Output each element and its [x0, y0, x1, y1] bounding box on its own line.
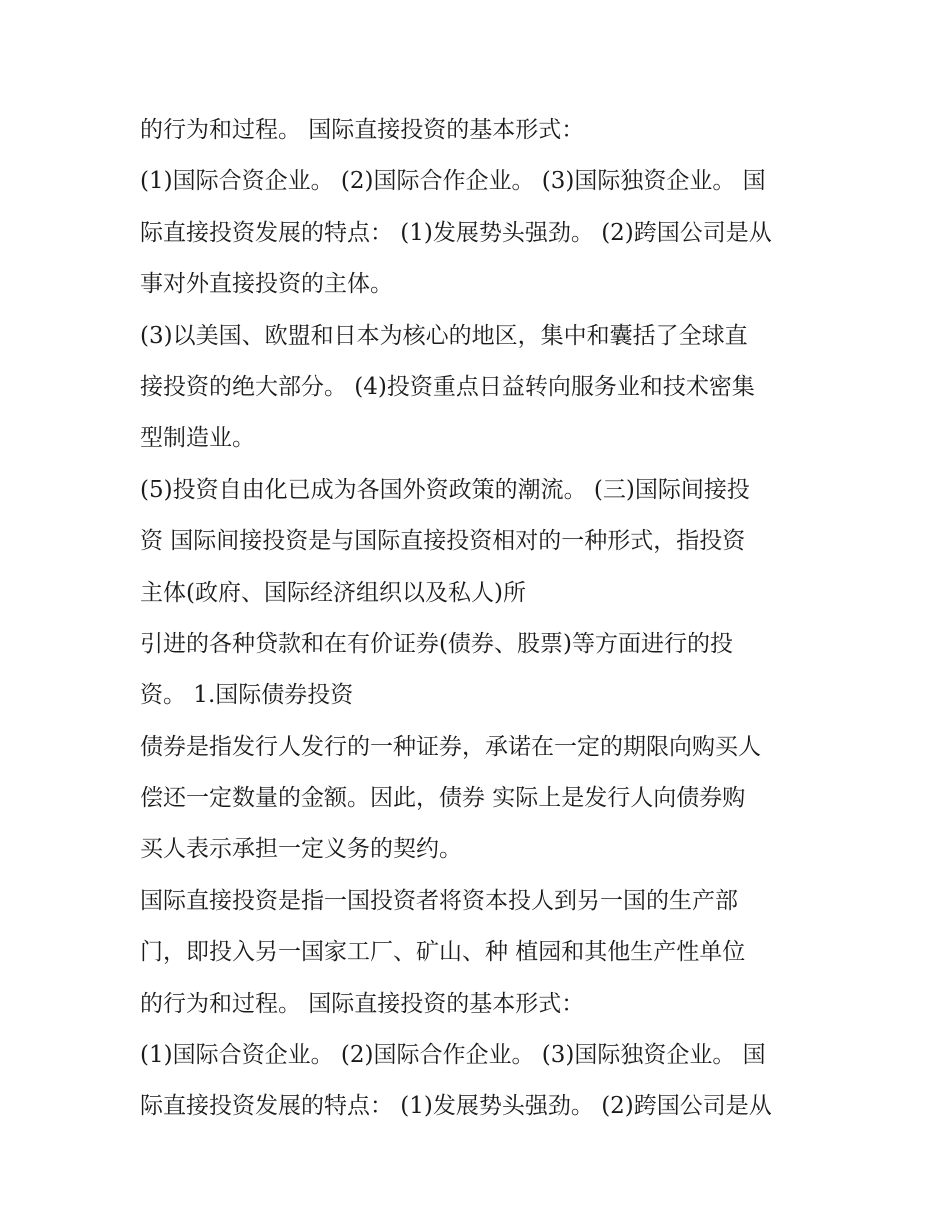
- text-line: (1)国际合资企业。 (2)国际合作企业。 (3)国际独资企业。 国: [140, 1042, 766, 1069]
- text-line: (5)投资自由化已成为各国外资政策的潮流。 (三)国际间接投: [140, 476, 750, 503]
- text-line: 偿还一定数量的金额。因此，债券 实际上是发行人向债券购: [140, 785, 746, 812]
- text-line: 事对外直接投资的主体。: [140, 271, 393, 298]
- text-line: (1)国际合资企业。 (2)国际合作企业。 (3)国际独资企业。 国: [140, 168, 766, 195]
- text-line: 国际直接投资是指一国投资者将资本投人到另一国的生产部: [140, 887, 738, 914]
- text-line: 主体(政府、国际经济组织以及私人)所: [140, 579, 526, 606]
- text-line: 资 国际间接投资是与国际直接投资相对的一种形式，指投资: [140, 528, 746, 555]
- text-line: 引进的各种贷款和在有价证券(债券、股票)等方面进行的投: [140, 630, 733, 657]
- text-line: 型制造业。: [140, 425, 255, 452]
- text-line: 门，即投入另一国家工厂、矿山、种 植园和其他生产性单位: [140, 939, 746, 966]
- text-line: 际直接投资发展的特点： (1)发展势头强劲。 (2)跨国公司是从: [140, 1093, 772, 1120]
- body-text: [140, 105, 820, 1133]
- text-line: 资。 1.国际债券投资: [140, 682, 354, 709]
- text-line: (3)以美国、欧盟和日本为核心的地区，集中和囊括了全球直: [140, 322, 748, 349]
- text-line: 的行为和过程。 国际直接投资的基本形式：: [140, 117, 585, 143]
- text-line: 债券是指发行人发行的一种证券，承诺在一定的期限向购买人: [140, 733, 761, 760]
- text-line: 际直接投资发展的特点： (1)发展势头强劲。 (2)跨国公司是从: [140, 219, 772, 246]
- text-line: 接投资的绝大部分。 (4)投资重点日益转向服务业和技术密集: [140, 373, 755, 400]
- text-line: 的行为和过程。 国际直接投资的基本形式：: [140, 990, 585, 1017]
- text-line: 买人表示承担一定义务的契约。: [140, 836, 462, 863]
